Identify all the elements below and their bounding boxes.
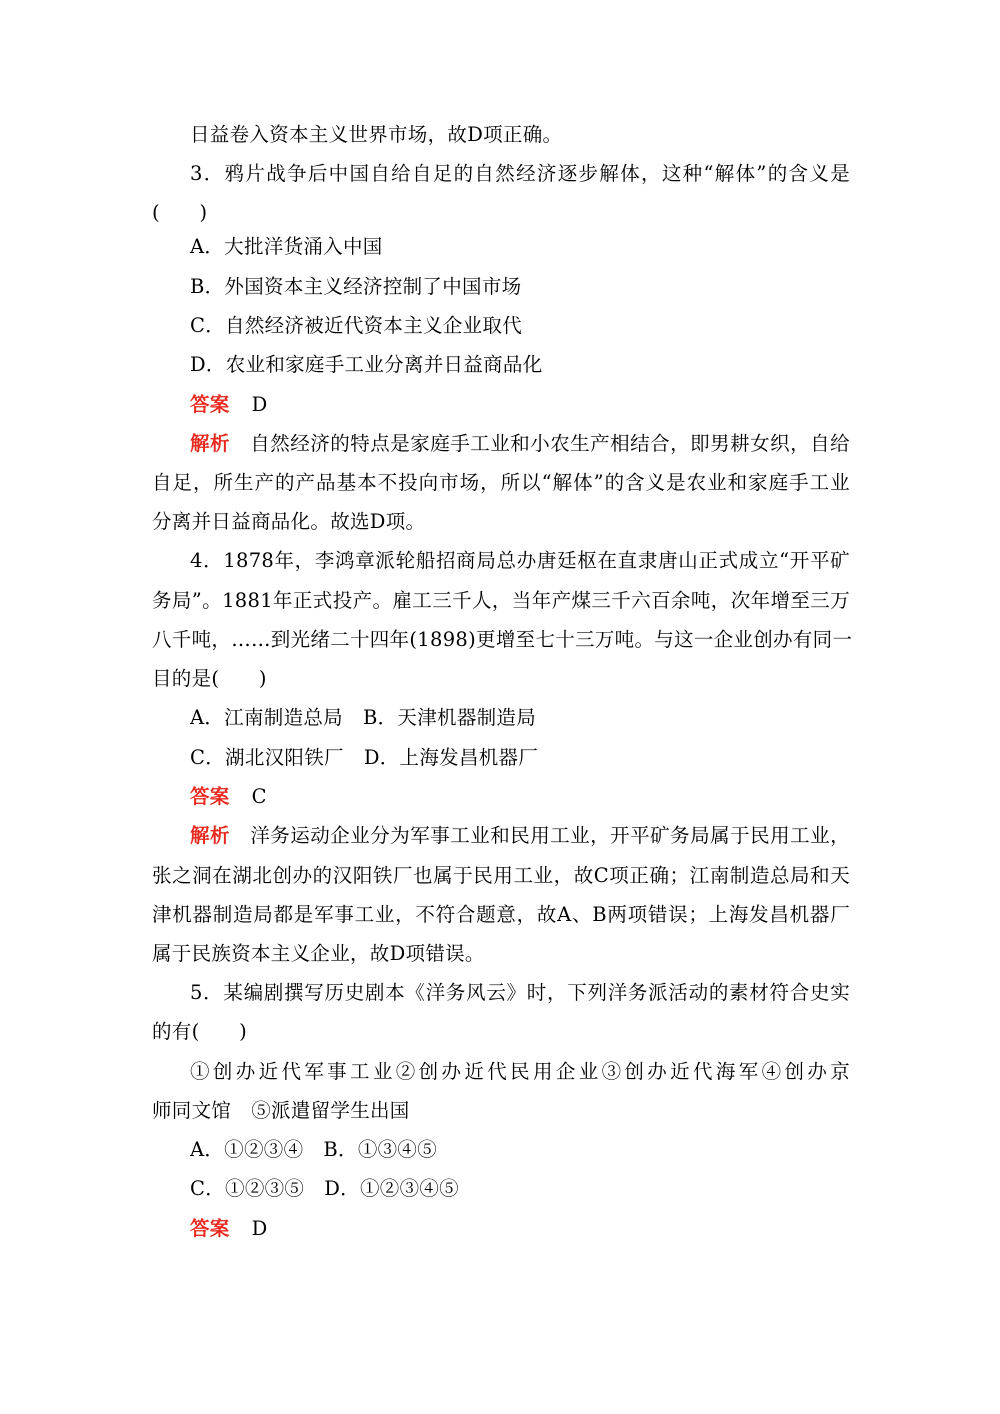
question-3-bracket: ( ) (152, 201, 208, 224)
question-3-option-d: D．农业和家庭手工业分离并日益商品化 (190, 353, 543, 376)
question-4-analysis (190, 822, 850, 850)
analysis-label: 解析 (190, 824, 230, 847)
question-5-stem: 5．某编剧撰写历史剧本《洋务风云》时，下列洋务派活动的素材符合史实 (190, 981, 850, 1004)
question-4-stem: 4．1878年，李鸿章派轮船招商局总办唐廷枢在直隶唐山正式成立“开平矿 (190, 549, 850, 572)
item-4: ④创办京 (761, 1060, 851, 1083)
question-3-option-a: A．大批洋货涌入中国 (190, 235, 383, 258)
question-5-answer (190, 1215, 268, 1243)
analysis-text: 洋务运动企业分为军事工业和民用工业，开平矿务局属于民用工业， (250, 824, 850, 847)
text-line: 自足，所生产的产品基本不投向市场，所以“解体”的含义是农业和家庭手工业 (152, 471, 850, 494)
question-4-answer (190, 783, 267, 811)
text-line: 的有( ) (152, 1020, 248, 1043)
answer-label: 答案 (190, 785, 230, 808)
item-3: ③创办近代海军 (601, 1060, 762, 1083)
item-4-cont: 师同文馆 (152, 1099, 232, 1122)
question-5-option-a: A．①②③④ (190, 1138, 304, 1161)
text-line: 八千吨，……到光绪二十四年(1898)更增至七十三万吨。与这一企业创办有同一 (152, 628, 853, 651)
question-5-options-cd (190, 1175, 459, 1203)
text-line: 津机器制造局都是军事工业，不符合题意，故A、B两项错误；上海发昌机器厂 (152, 903, 850, 926)
question-5-items-cont (152, 1097, 410, 1125)
question-5-option-b: B．①③④⑤ (323, 1138, 438, 1161)
analysis-text: 自然经济的特点是家庭手工业和小农生产相结合，即男耕女织，自给 (250, 432, 850, 455)
question-3-stem: 3．鸦片战争后中国自给自足的自然经济逐步解体，这种“解体”的含义是 (190, 162, 850, 185)
question-5-option-d: D．①②③④⑤ (324, 1177, 459, 1200)
item-5: ⑤派遣留学生出国 (251, 1099, 410, 1122)
text-line: 务局”。1881年正式投产。雇工三千人，当年产煤三千六百余吨，次年增至三万 (152, 589, 850, 612)
question-4-options-ab (190, 704, 536, 732)
analysis-label: 解析 (190, 432, 230, 455)
text-line: 属于民族资本主义企业，故D项错误。 (152, 942, 485, 965)
answer-value: C (251, 785, 267, 808)
text-line: 张之洞在湖北创办的汉阳铁厂也属于民用工业，故C项正确；江南制造总局和天 (152, 864, 850, 887)
item-2: ②创办近代民用企业 (395, 1060, 602, 1083)
question-3-option-c: C．自然经济被近代资本主义企业取代 (190, 314, 523, 337)
item-1: ①创办近代军事工业 (190, 1060, 396, 1083)
answer-label: 答案 (190, 393, 230, 416)
text-line: 分离并日益商品化。故选D项。 (152, 510, 426, 533)
question-3-option-b: B．外国资本主义经济控制了中国市场 (190, 275, 522, 298)
answer-label: 答案 (190, 1217, 230, 1240)
question-4-option-a: A．江南制造总局 (190, 706, 343, 729)
question-4-options-cd (190, 744, 538, 772)
question-3-analysis (190, 430, 850, 458)
question-5-option-c: C．①②③⑤ (190, 1177, 305, 1200)
answer-value: D (251, 393, 268, 416)
question-5-items (190, 1058, 850, 1086)
text-line: 日益卷入资本主义世界市场，故D项正确。 (190, 123, 563, 146)
question-4-option-d: D．上海发昌机器厂 (363, 746, 539, 769)
answer-value: D (251, 1217, 268, 1240)
question-4-option-b: B．天津机器制造局 (362, 706, 537, 729)
question-4-option-c: C．湖北汉阳铁厂 (190, 746, 344, 769)
text-line: 目的是( ) (152, 667, 267, 690)
question-3-answer (190, 391, 268, 419)
question-5-options-ab (190, 1136, 437, 1164)
